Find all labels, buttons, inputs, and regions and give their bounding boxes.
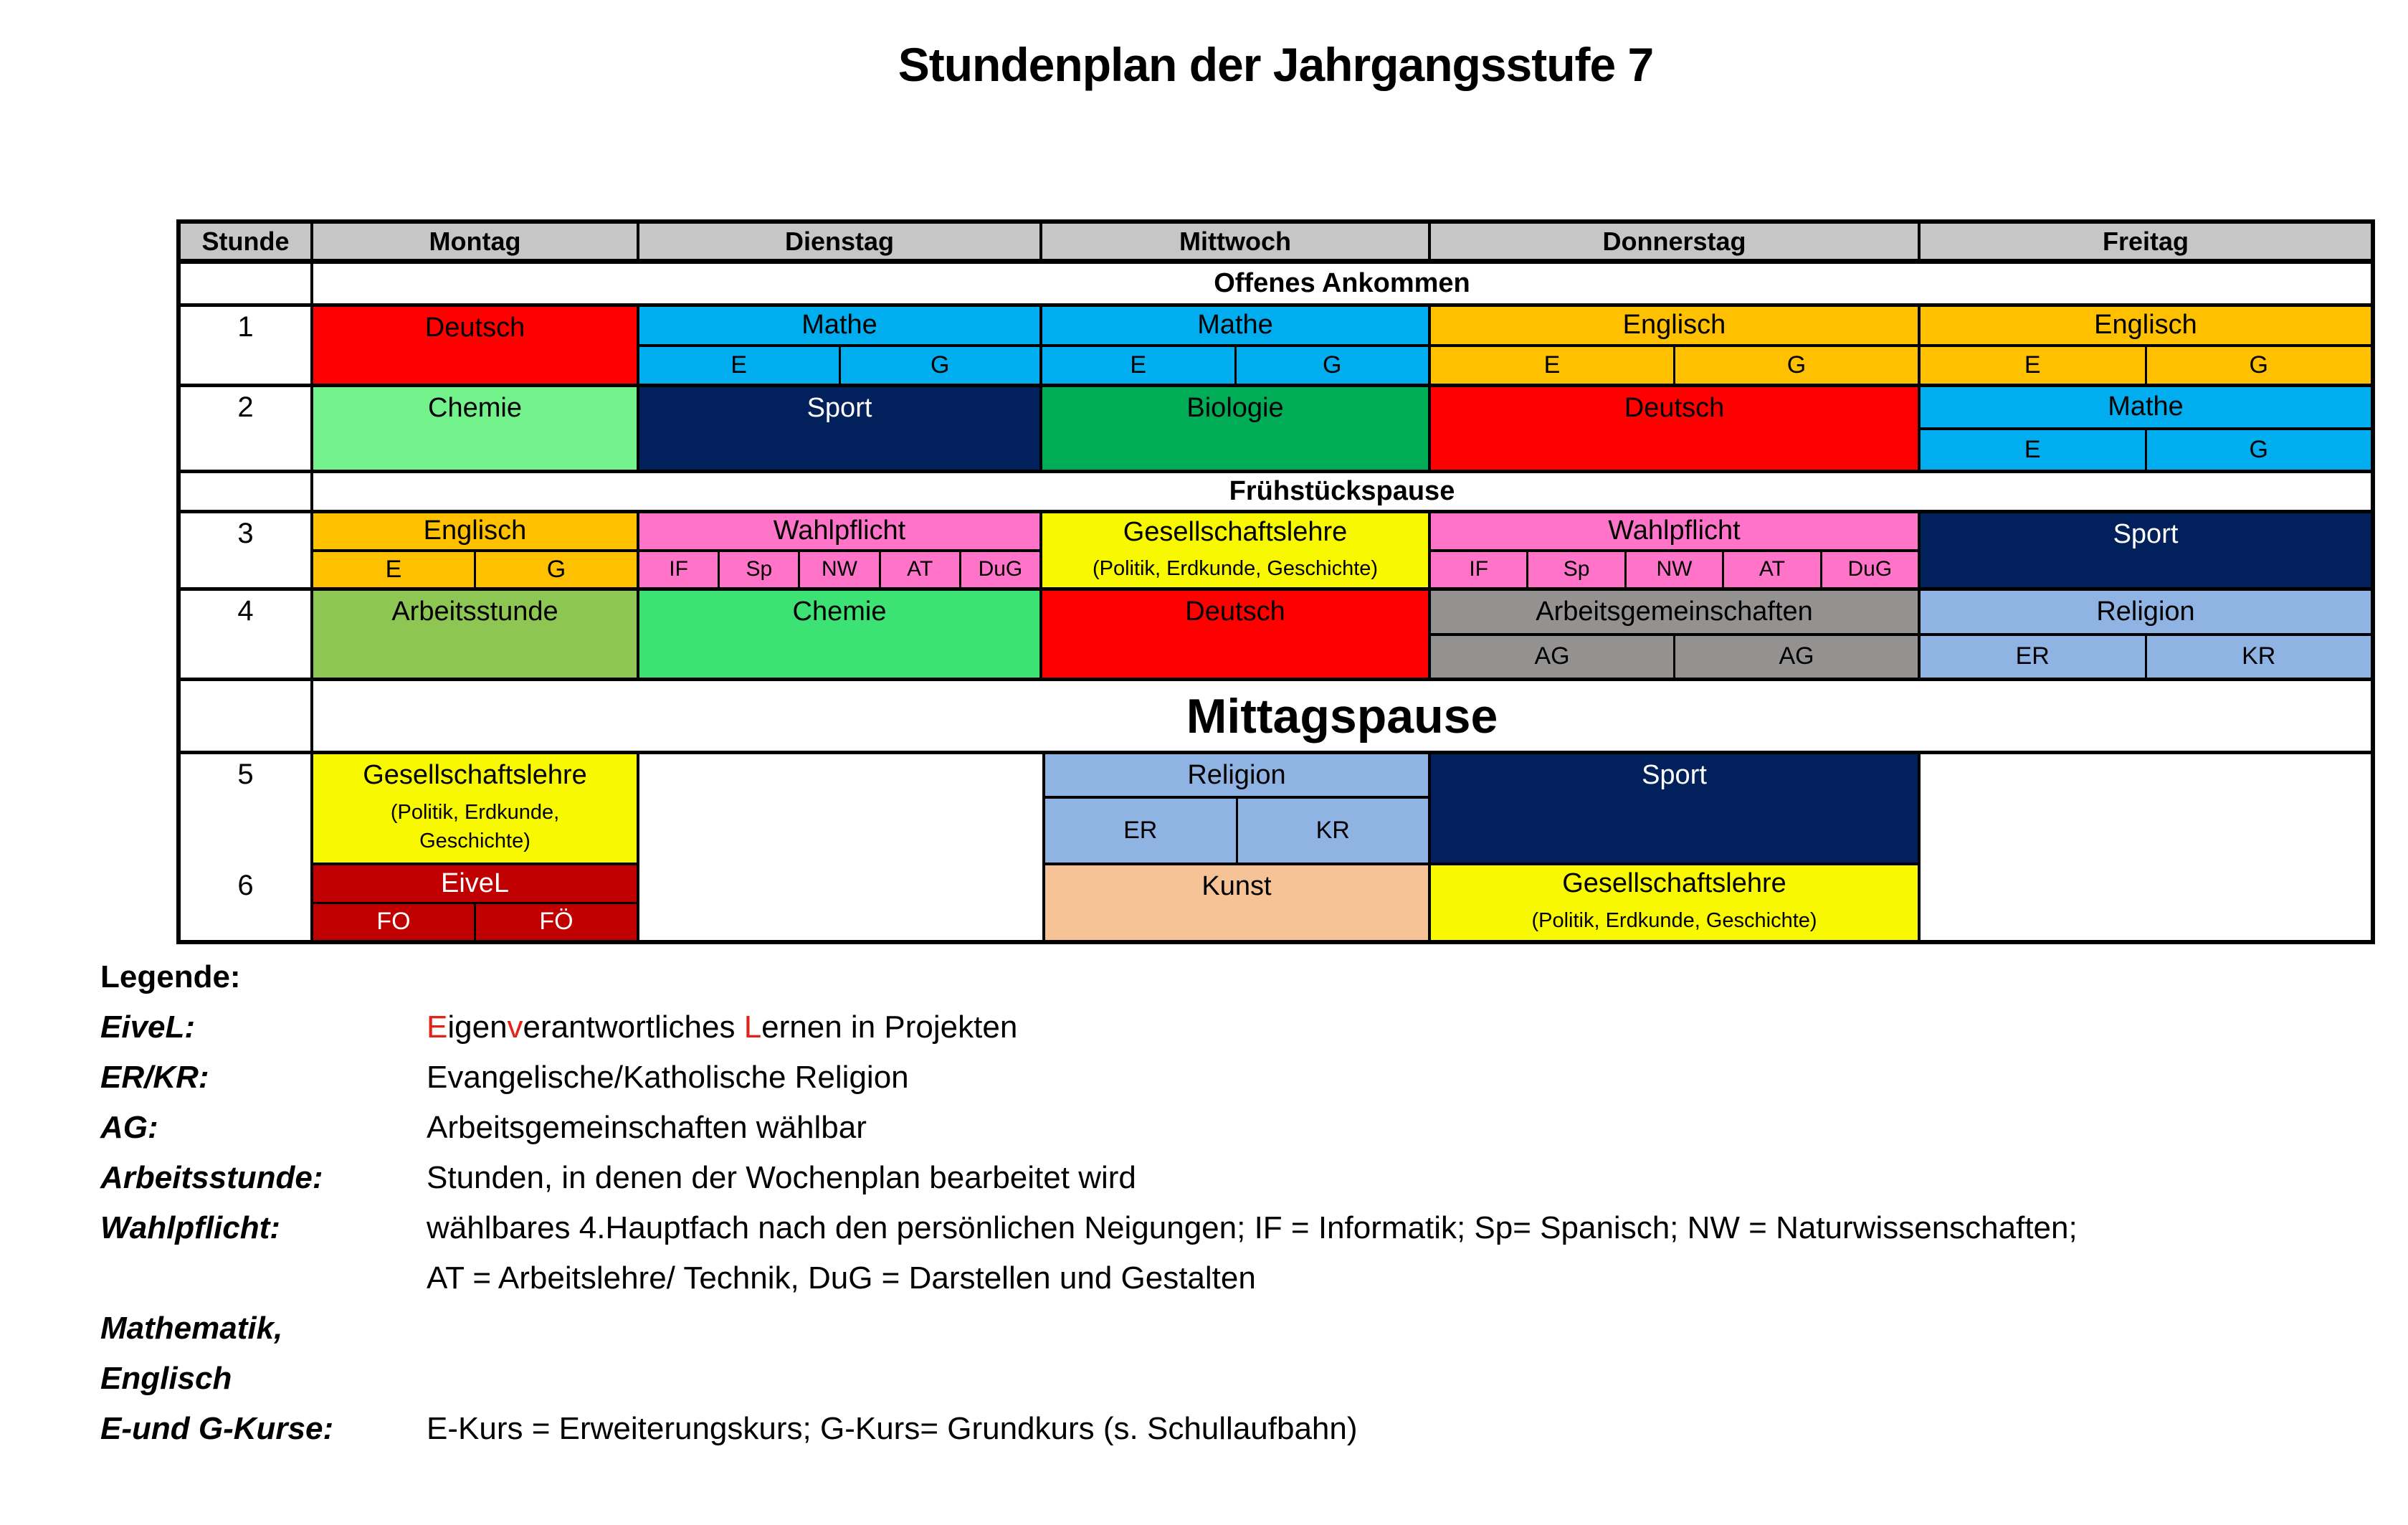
row-4-number: 4 — [181, 591, 313, 678]
cell-r4-dienstag: Chemie — [639, 591, 1042, 678]
legend-def: wählbares 4.Hauptfach nach den persönlichen Neigungen; IF = Informatik; Sp= Spanisch; NW = Naturwissenschaften; — [427, 1210, 2078, 1245]
cell-r1-montag: Deutsch — [313, 307, 639, 384]
option-at: AT — [881, 552, 961, 588]
course-kr: KR — [2242, 642, 2276, 670]
breakfast-row — [181, 473, 2371, 513]
def-text: igen — [447, 1009, 508, 1045]
subject-label: Arbeitsgemeinschaften — [1536, 596, 1813, 627]
highlight-letter: E — [427, 1009, 448, 1045]
row-5-number: 5 — [181, 754, 313, 865]
course-g: G — [2249, 351, 2268, 379]
subject-label: Gesellschaftslehre — [1562, 868, 1786, 898]
cell-r2-dienstag: Sport — [639, 387, 1042, 470]
breakfast-banner: Frühstückspause — [1229, 476, 1455, 506]
legend-row-arbeitsstunde — [100, 1153, 2078, 1203]
legend-def: E-Kurs = Erweiterungskurs; G-Kurs= Grundkurs (s. Schullaufbahn) — [427, 1411, 1358, 1446]
legend-term: EiveL: — [100, 1009, 196, 1045]
cell-r1-dienstag — [639, 307, 1042, 384]
subject-label: Religion — [2096, 596, 2195, 627]
row-3 — [181, 513, 2371, 591]
course-er: ER — [1921, 636, 2147, 678]
course-g: G — [546, 555, 566, 583]
legend-term: Wahlpflicht: — [100, 1210, 280, 1245]
cell-r6-dienstag-empty — [639, 865, 1042, 940]
arrival-banner: Offenes Ankommen — [1214, 268, 1470, 298]
subject-label: Englisch — [2094, 310, 2197, 341]
cell-r4-mittwoch: Deutsch — [1042, 591, 1431, 678]
option-nw: NW — [800, 552, 880, 588]
row-5 — [181, 754, 2371, 865]
subject-detail: (Politik, Erdkunde, Geschichte) — [1092, 557, 1379, 580]
subject-label: Wahlpflicht — [773, 516, 906, 546]
header-stunde: Stunde — [181, 224, 313, 259]
group-ag: AG — [1779, 642, 1814, 670]
course-e: E — [1431, 347, 1675, 384]
breakfast-stunde-cell — [181, 473, 313, 510]
course-fo: FO — [313, 904, 476, 941]
row-4 — [181, 591, 2371, 681]
subject-label: Gesellschaftslehre — [1123, 516, 1348, 547]
cell-r6-donnerstag — [1431, 865, 1921, 940]
subject-label: Mathe — [1197, 310, 1273, 341]
legend-heading-row — [100, 952, 2078, 1002]
subject-detail: (Politik, Erdkunde, Geschichte) — [1531, 908, 1817, 932]
row-2-number: 2 — [181, 387, 313, 470]
legend-term: Arbeitsstunde: — [100, 1160, 323, 1195]
header-donnerstag: Donnerstag — [1431, 224, 1921, 259]
legend-row-wahlpflicht-cont — [100, 1253, 2078, 1303]
cell-r2-mittwoch: Biologie — [1042, 387, 1431, 470]
row-3-number: 3 — [181, 513, 313, 587]
option-nw: NW — [1627, 552, 1724, 588]
legend-term: AG: — [100, 1110, 158, 1145]
course-g: G — [1323, 351, 1342, 379]
legend-def — [427, 1009, 1017, 1045]
course-e: E — [639, 347, 841, 384]
cell-r6-mittwoch: Kunst — [1042, 865, 1431, 940]
cell-r6-freitag-empty — [1921, 865, 2371, 940]
lunch-banner: Mittagspause — [1186, 688, 1498, 744]
subject-label: Wahlpflicht — [1608, 516, 1741, 546]
cell-r3-dienstag — [639, 513, 1042, 587]
option-if: IF — [639, 552, 720, 588]
legend-def: Arbeitsgemeinschaften wählbar — [427, 1110, 867, 1145]
group-ag: AG — [1431, 636, 1675, 678]
legend-row-wahlpflicht — [100, 1203, 2078, 1253]
course-g: G — [931, 351, 950, 379]
cell-r3-montag — [313, 513, 639, 587]
legend-term: Mathematik, — [100, 1311, 283, 1346]
legend-row-ekurse — [100, 1404, 2078, 1454]
subject-label: Englisch — [1622, 310, 1726, 341]
arrival-row — [181, 264, 2371, 307]
course-foe: FÖ — [539, 908, 574, 936]
cell-r5-donnerstag: Sport — [1431, 754, 1921, 865]
option-dug: DuG — [978, 557, 1023, 581]
row-2 — [181, 387, 2371, 473]
def-text: erantwortliches — [523, 1009, 744, 1045]
header-dienstag: Dienstag — [639, 224, 1042, 259]
row-1-number: 1 — [181, 307, 313, 384]
header-row — [181, 224, 2371, 264]
subject-label: Mathe — [801, 310, 877, 341]
legend-term: E-und G-Kurse: — [100, 1411, 334, 1446]
legend-row-erkr — [100, 1053, 2078, 1103]
row-6-number: 6 — [181, 865, 313, 940]
header-freitag: Freitag — [1921, 224, 2371, 259]
legend-heading: Legende: — [100, 959, 241, 994]
subject-label: Englisch — [423, 516, 527, 546]
option-if: IF — [1431, 552, 1528, 588]
course-e: E — [1921, 430, 2147, 470]
cell-r5-dienstag-empty — [639, 754, 1042, 865]
page-title: Stundenplan der Jahrgangsstufe 7 — [898, 38, 1654, 91]
subject-detail: (Politik, Erdkunde, — [390, 800, 560, 824]
cell-r1-mittwoch — [1042, 307, 1431, 384]
cell-r4-donnerstag — [1431, 591, 1921, 678]
cell-r5-montag — [313, 754, 639, 865]
cell-r1-freitag — [1921, 307, 2371, 384]
legend — [100, 952, 2078, 1454]
row-1 — [181, 307, 2371, 387]
cell-r3-mittwoch — [1042, 513, 1431, 587]
def-text: ernen in Projekten — [761, 1009, 1018, 1045]
subject-label: Mathe — [2108, 391, 2184, 422]
cell-r4-montag: Arbeitsstunde — [313, 591, 639, 678]
course-g: G — [2249, 435, 2268, 463]
legend-term: ER/KR: — [100, 1060, 209, 1095]
row-6 — [181, 865, 2371, 940]
legend-row-eivel — [100, 1002, 2078, 1053]
cell-r2-freitag — [1921, 387, 2371, 470]
subject-detail: Geschichte) — [419, 829, 530, 852]
highlight-letter: L — [743, 1009, 762, 1045]
option-at: AT — [1724, 552, 1822, 588]
cell-r1-donnerstag — [1431, 307, 1921, 384]
arrival-stunde-cell — [181, 264, 313, 303]
legend-def: Evangelische/Katholische Religion — [427, 1060, 909, 1095]
option-sp: Sp — [1528, 552, 1626, 588]
legend-row-ag — [100, 1103, 2078, 1153]
legend-row-englisch — [100, 1354, 2078, 1404]
option-dug: DuG — [1847, 557, 1893, 581]
cell-r5-freitag-empty — [1921, 754, 2371, 865]
cell-r3-freitag: Sport — [1921, 513, 2371, 587]
course-e: E — [313, 552, 476, 588]
header-mittwoch: Mittwoch — [1042, 224, 1431, 259]
legend-def: Stunden, in denen der Wochenplan bearbeitet wird — [427, 1160, 1136, 1195]
legend-term: Englisch — [100, 1361, 232, 1396]
cell-r2-montag: Chemie — [313, 387, 639, 470]
timetable — [176, 219, 2375, 944]
legend-row-mathematik — [100, 1303, 2078, 1354]
subject-label: Religion — [1187, 759, 1286, 790]
cell-r2-donnerstag: Deutsch — [1431, 387, 1921, 470]
subject-label: EiveL — [440, 868, 510, 898]
option-sp: Sp — [720, 552, 800, 588]
course-g: G — [1786, 351, 1807, 379]
course-e: E — [1921, 347, 2147, 384]
subject-label: Gesellschaftslehre — [363, 759, 587, 790]
lunch-stunde-cell — [181, 681, 313, 751]
cell-r5-mittwoch — [1042, 754, 1431, 865]
lunch-row — [181, 681, 2371, 754]
course-kr: KR — [1315, 817, 1350, 844]
header-montag: Montag — [313, 224, 639, 259]
legend-def: AT = Arbeitslehre/ Technik, DuG = Darstellen und Gestalten — [427, 1260, 1256, 1296]
course-er: ER — [1045, 799, 1238, 863]
cell-r3-donnerstag — [1431, 513, 1921, 587]
cell-r4-freitag — [1921, 591, 2371, 678]
highlight-letter: v — [507, 1009, 523, 1045]
cell-r6-montag — [313, 865, 639, 940]
course-e: E — [1042, 347, 1237, 384]
